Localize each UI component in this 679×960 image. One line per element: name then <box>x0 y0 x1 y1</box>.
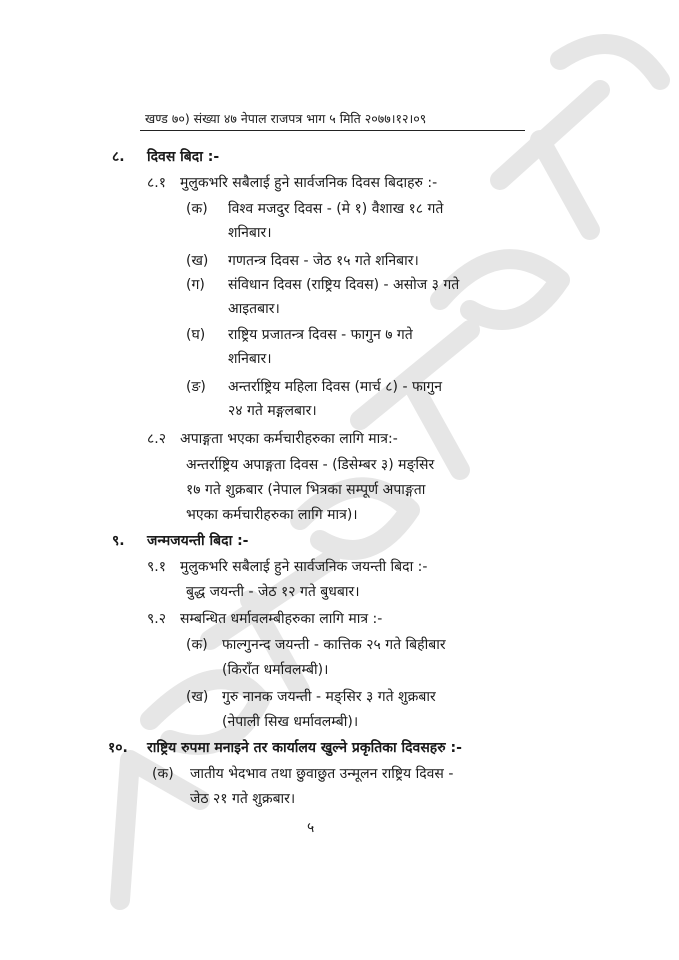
item-8-1-kha-mark: (ख) <box>186 253 209 269</box>
item-8-1-nga-mark: (ङ) <box>186 379 206 395</box>
item-9-2-kha-line2: (नेपाली सिख धर्मावलम्बी)। <box>222 714 359 730</box>
section-10-number: १०. <box>108 740 128 756</box>
section-9-1-number: ९.१ <box>147 559 167 575</box>
section-8-title: दिवस बिदा :- <box>147 149 220 165</box>
section-9-1-title: मुलुकभरि सबैलाई हुने सार्वजनिक जयन्ती बिदा :- <box>180 559 428 575</box>
section-8-1-title: मुलुकभरि सबैलाई हुने सार्वजनिक दिवस बिदाहरु :- <box>180 175 438 191</box>
item-8-1-kha-line1: गणतन्त्र दिवस - जेठ १५ गते शनिबार। <box>228 253 419 269</box>
item-10-ka-line2: जेठ २१ गते शुक्रबार। <box>190 791 296 807</box>
item-8-1-ka-line1: विश्व मजदुर दिवस - (मे १) वैशाख १८ गते <box>228 201 444 217</box>
section-9-2-title: सम्बन्धित धर्मावलम्बीहरुका लागि मात्र :- <box>180 611 383 627</box>
section-8-2-line3: भएका कर्मचारीहरुका लागि मात्र)। <box>186 507 358 523</box>
section-9-2-number: ९.२ <box>147 611 167 627</box>
section-8-2-line2: १७ गते शुक्रबार (नेपाल भित्रका सम्पूर्ण अपाङ्गता <box>186 482 426 498</box>
item-8-1-gha-line2: शनिबार। <box>228 351 272 367</box>
page-number: ५ <box>307 820 315 836</box>
item-8-1-ga-line1: संविधान दिवस (राष्ट्रिय दिवस) - असोज ३ गते <box>228 277 460 293</box>
item-8-1-nga-line1: अन्तर्राष्ट्रिय महिला दिवस (मार्च ८) - फागुन <box>228 379 443 395</box>
item-8-1-nga-line2: २४ गते मङ्गलबार। <box>228 403 317 419</box>
section-9-1-line: बुद्ध जयन्ती - जेठ १२ गते बुधबार। <box>186 584 360 600</box>
section-8-number: ८. <box>112 149 125 165</box>
item-9-2-kha-line1: गुरु नानक जयन्ती - मङ्सिर ३ गते शुक्रबार <box>222 689 436 705</box>
item-8-1-ga-mark: (ग) <box>186 277 205 293</box>
item-10-ka-line1: जातीय भेदभाव तथा छुवाछुत उन्मूलन राष्ट्रिय दिवस - <box>190 766 454 782</box>
item-9-2-ka-line1: फाल्गुनन्द जयन्ती - कात्तिक २५ गते बिहीबार <box>222 637 446 653</box>
item-9-2-ka-mark: (क) <box>186 637 208 653</box>
section-8-2-title: अपाङ्गता भएका कर्मचारीहरुका लागि मात्र:- <box>180 431 398 447</box>
item-9-2-ka-line2: (किराँत धर्मावलम्बी)। <box>222 662 329 678</box>
page-header: खण्ड ७०) संख्या ४७ नेपाल राजपत्र भाग ५ मिति २०७७।१२।०९ <box>145 111 427 126</box>
item-8-1-ga-line2: आइतबार। <box>228 301 280 317</box>
item-8-1-gha-mark: (घ) <box>186 327 206 343</box>
section-9-title: जन्मजयन्ती बिदा :- <box>147 533 249 549</box>
header-rule <box>140 130 525 131</box>
item-10-ka-mark: (क) <box>152 766 174 782</box>
section-8-1-number: ८.१ <box>147 175 167 191</box>
section-8-2-number: ८.२ <box>147 431 167 447</box>
section-8-2-line1: अन्तर्राष्ट्रिय अपाङ्गता दिवस - (डिसेम्बर ३) मङ्सिर <box>186 457 435 473</box>
item-9-2-kha-mark: (ख) <box>186 689 209 705</box>
item-8-1-gha-line1: राष्ट्रिय प्रजातन्त्र दिवस - फागुन ७ गते <box>228 327 413 343</box>
section-9-number: ९. <box>112 533 125 549</box>
item-8-1-ka-line2: शनिबार। <box>228 225 272 241</box>
section-10-title: राष्ट्रिय रुपमा मनाइने तर कार्यालय खुल्ने प्रकृतिका दिवसहरु :- <box>147 740 462 756</box>
item-8-1-ka-mark: (क) <box>186 201 208 217</box>
